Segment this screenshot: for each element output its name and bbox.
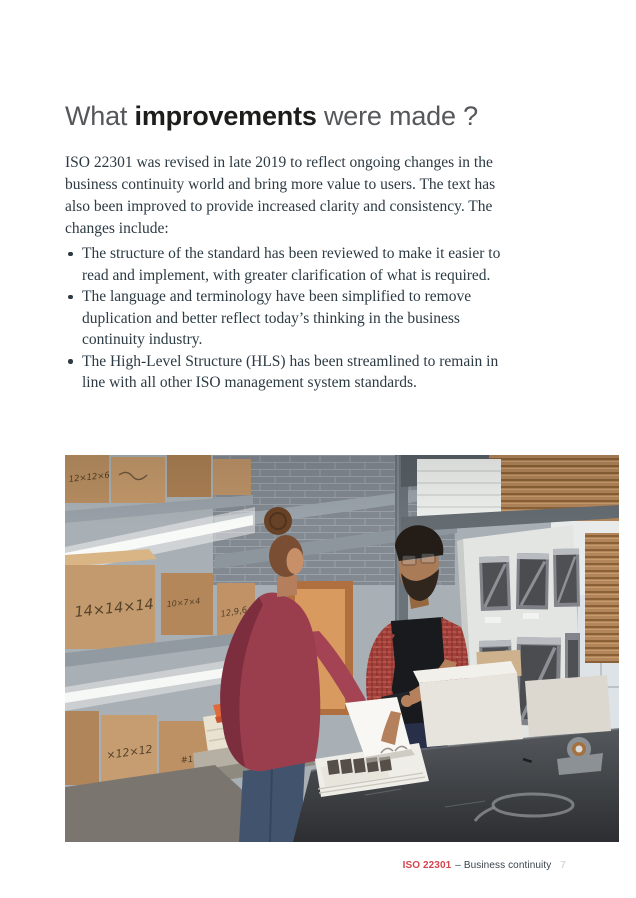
page-footer — [403, 860, 566, 871]
title-suffix: were made ? — [316, 101, 478, 131]
list-item — [65, 286, 517, 351]
page-title — [65, 101, 478, 132]
intro-paragraph: ISO 22301 was revised in late 2019 to reflect ongoing changes in the business continuity world and bring more value to users. The text has also been improved to provide increased clarity and consistency. The changes include: — [65, 154, 496, 237]
list-item-text: The High-Level Structure (HLS) has been streamlined to remain in line with all other ISO management system standards. — [82, 352, 499, 391]
page-number: 7 — [560, 860, 566, 871]
title-emphasis: improvements — [134, 101, 317, 131]
bullet-dot — [68, 295, 73, 300]
footer-doc-title: – Business continuity — [455, 860, 552, 871]
photo-vignette — [65, 455, 619, 842]
list-item-text: The structure of the standard has been reviewed to make it easier to read and implement, with greater clarification of what is required. — [82, 245, 501, 284]
changes-list — [65, 243, 517, 394]
warehouse-photo — [65, 455, 619, 842]
warehouse-photo-illustration — [65, 455, 619, 842]
list-item-text: The language and terminology have been simplified to remove duplication and better reflect today’s thinking in the business continuity industry. — [82, 288, 472, 348]
title-prefix: What — [65, 101, 135, 131]
bullet-dot — [68, 252, 73, 257]
bullet-dot — [68, 359, 73, 364]
list-item — [65, 243, 517, 286]
footer-standard-ref: ISO 22301 — [402, 860, 452, 871]
list-item — [65, 351, 517, 394]
